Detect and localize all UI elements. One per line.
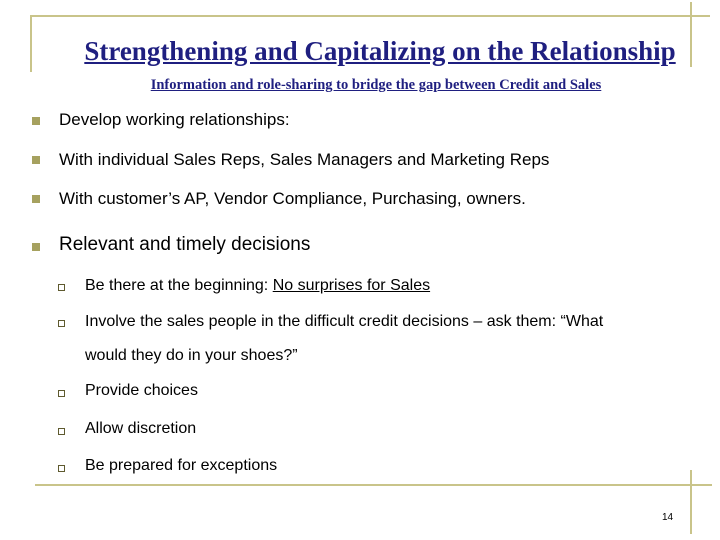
checkbox-bullet-icon xyxy=(58,284,65,291)
top-rule xyxy=(30,15,710,17)
bottom-right-vertical-rule xyxy=(690,470,692,534)
sub-bullet-item: Provide choices xyxy=(85,382,198,399)
bullet-item: Develop working relationships: xyxy=(59,110,290,129)
bullet-item: With customer’s AP, Vendor Compliance, Purchasing, owners. xyxy=(59,189,526,208)
checkbox-bullet-icon xyxy=(58,465,65,472)
square-bullet-icon xyxy=(32,243,40,251)
checkbox-bullet-icon xyxy=(58,390,65,397)
bullet-item: With individual Sales Reps, Sales Managers and Marketing Reps xyxy=(59,150,550,169)
checkbox-bullet-icon xyxy=(58,428,65,435)
slide-subtitle: Information and role-sharing to bridge the gap between Credit and Sales xyxy=(150,77,602,93)
sub-bullet-item-continuation: would they do in your shoes?” xyxy=(85,347,298,364)
square-bullet-icon xyxy=(32,117,40,125)
square-bullet-icon xyxy=(32,156,40,164)
sub-bullet-item: Be prepared for exceptions xyxy=(85,457,278,474)
sub-bullet-item: Allow discretion xyxy=(85,420,197,437)
bottom-rule xyxy=(35,484,712,486)
page-number: 14 xyxy=(662,512,674,523)
bullet-item: Relevant and timely decisions xyxy=(59,234,311,255)
slide-title: Strengthening and Capitalizing on the Relationship xyxy=(84,36,676,66)
square-bullet-icon xyxy=(32,195,40,203)
sub-bullet-item: Involve the sales people in the difficult credit decisions – ask them: “What xyxy=(85,313,604,330)
checkbox-bullet-icon xyxy=(58,320,65,327)
sub-bullet-item xyxy=(85,277,430,295)
left-vertical-rule xyxy=(30,15,32,72)
sub-bullet-text: Be there at the beginning: xyxy=(85,277,273,294)
sub-bullet-underlined-text: No surprises for Sales xyxy=(272,277,431,294)
